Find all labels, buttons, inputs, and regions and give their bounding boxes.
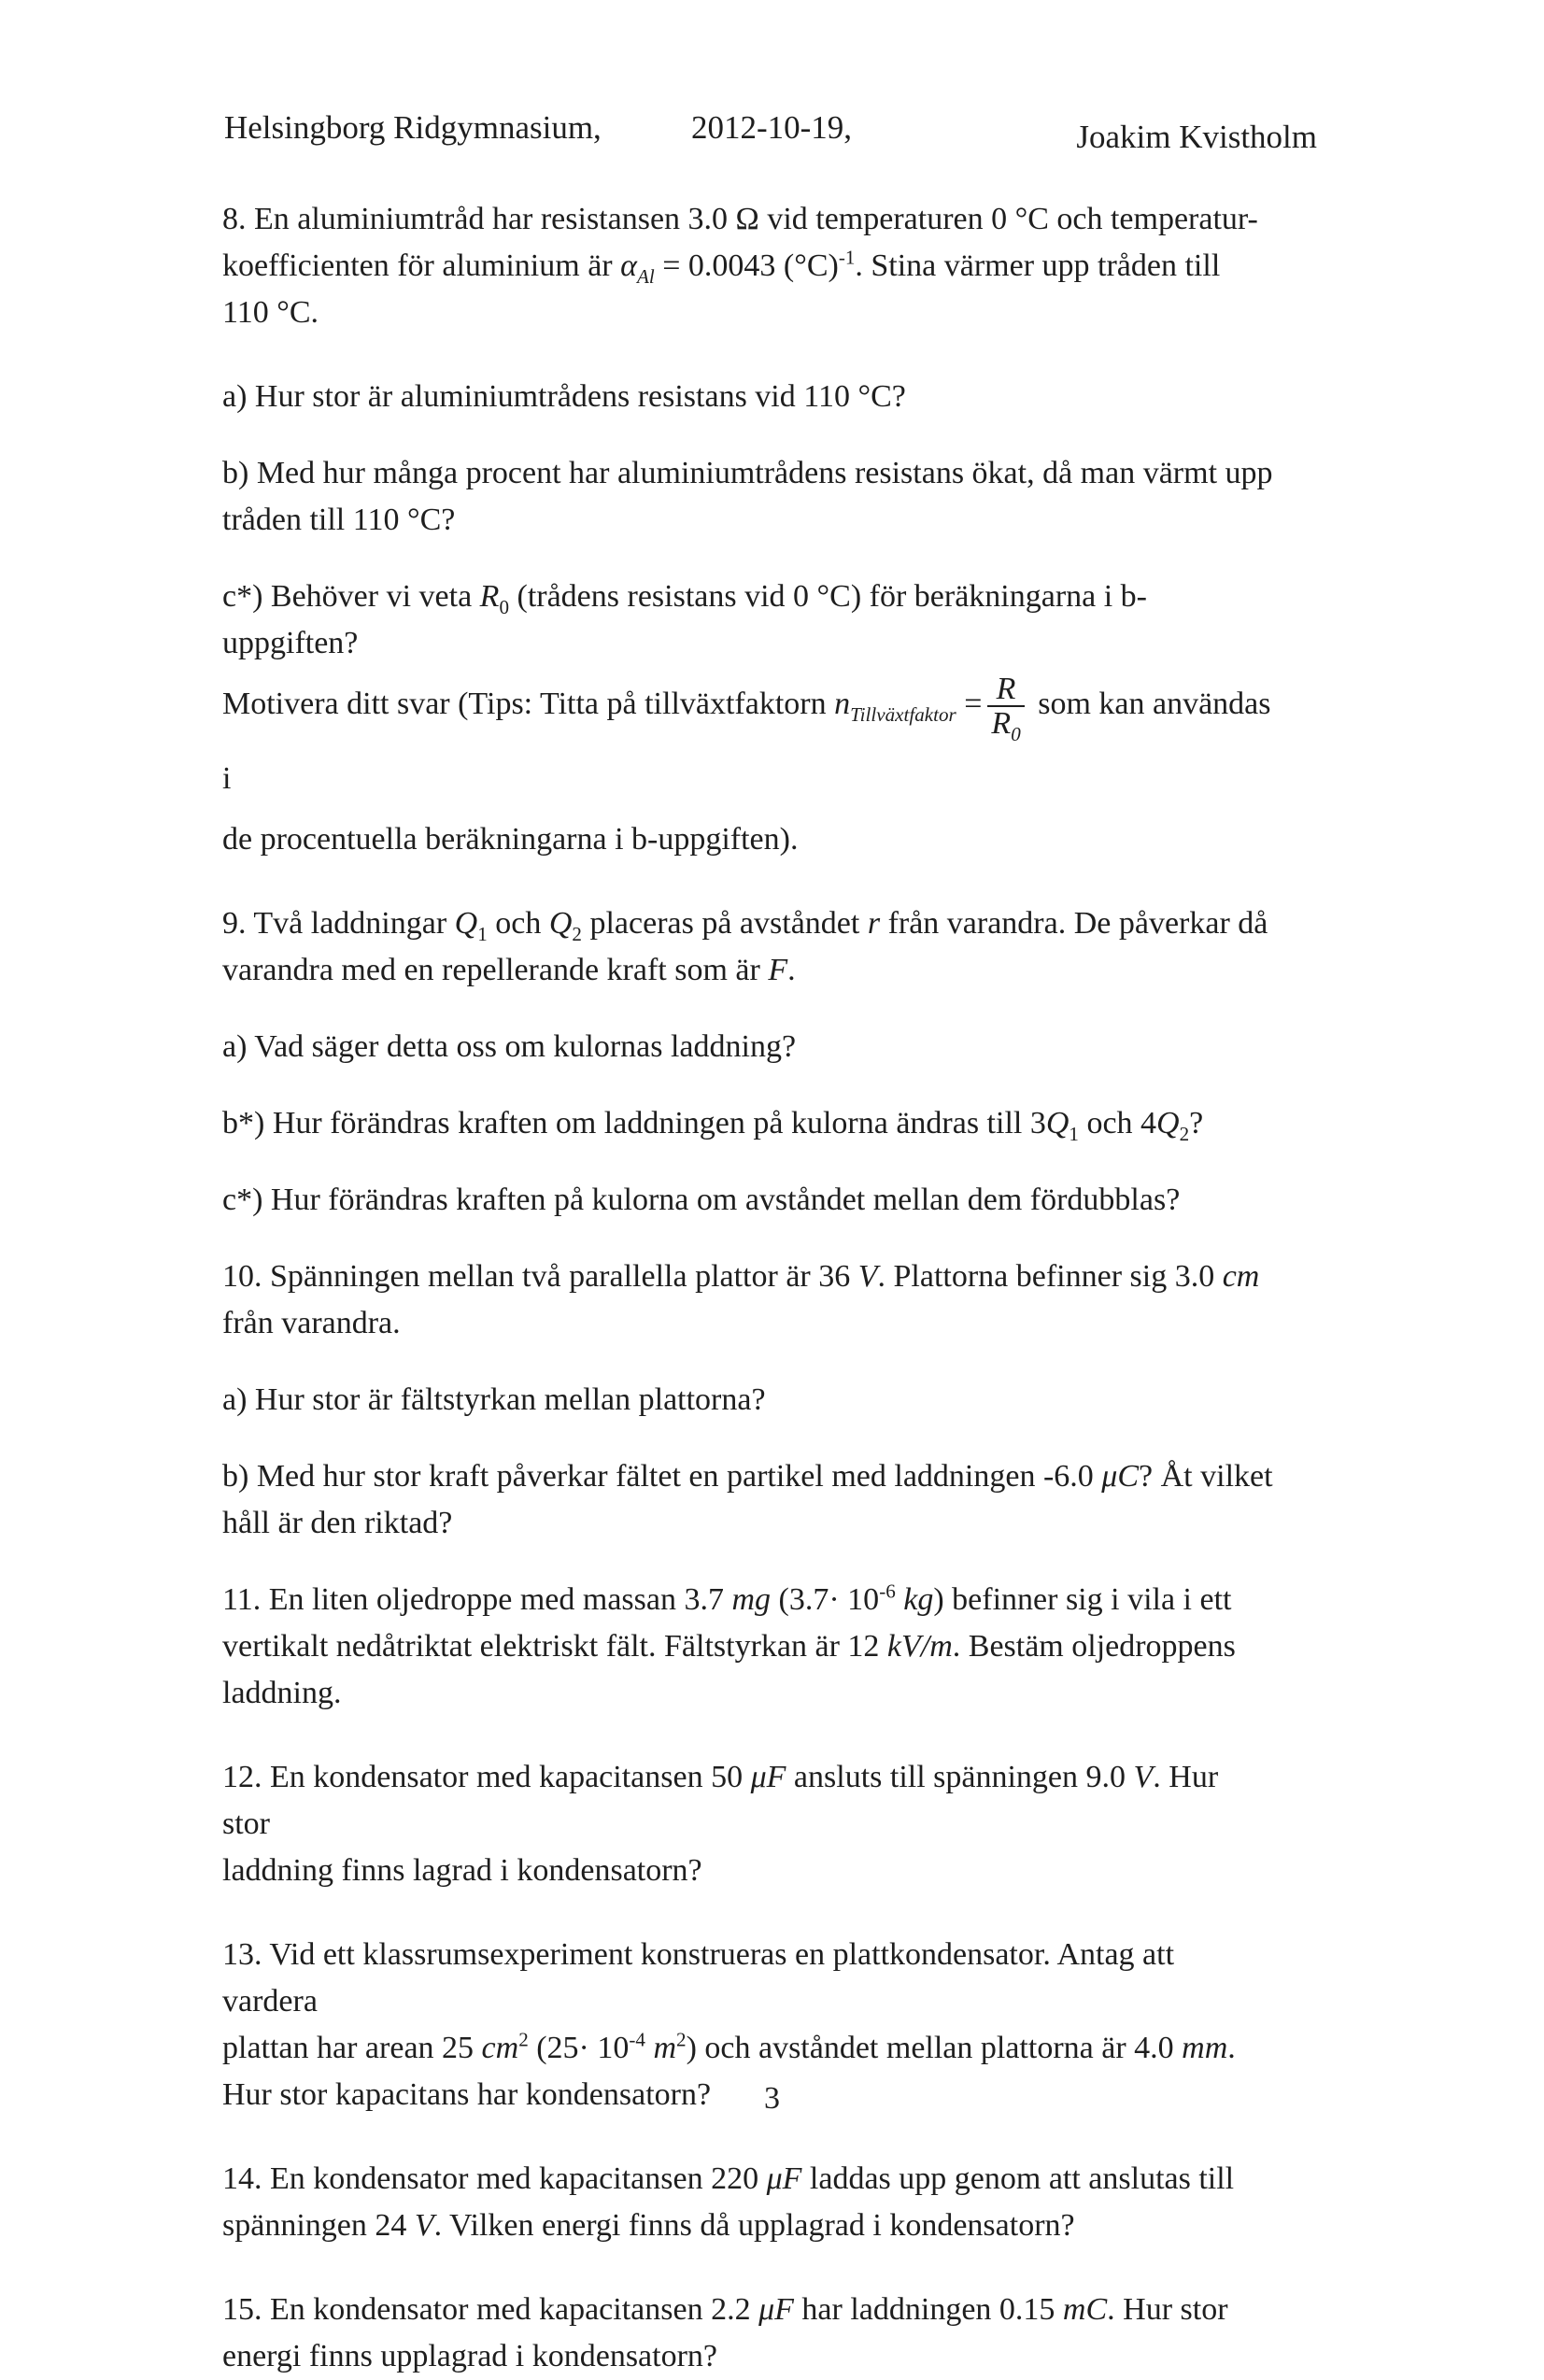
q8-part-c-line-3: de procentuella beräkningarna i b-uppgiften). xyxy=(222,822,799,857)
q8-part-a: a) Hur stor är aluminiumtrådens resistans vid 110 °C? xyxy=(222,379,906,414)
q9-part-c: c*) Hur förändras kraften på kulorna om avståndet mellan dem fördubblas? xyxy=(222,1183,1181,1217)
question-9 xyxy=(222,900,1273,1224)
q14-line-1: 14. En kondensator med kapacitansen 220 μF laddas upp genom att anslutas till xyxy=(222,2161,1235,2196)
question-12 xyxy=(222,1754,1273,1894)
q10-part-b-line-1: b) Med hur stor kraft påverkar fältet en partikel med laddningen -6.0 μC? Åt vilket xyxy=(222,1459,1273,1494)
question-8 xyxy=(222,196,1273,863)
q12-line-2: laddning finns lagrad i kondensatorn? xyxy=(222,1853,702,1888)
q8-intro-line-1: 8. En aluminiumtråd har resistansen 3.0 Ω vid temperaturen 0 °C och temperatur- xyxy=(222,202,1258,236)
q10-intro-line-1: 10. Spänningen mellan två parallella plattor är 36 V. Plattorna befinner sig 3.0 cm xyxy=(222,1259,1260,1294)
q10-part-a: a) Hur stor är fältstyrkan mellan plattorna? xyxy=(222,1382,766,1417)
question-14 xyxy=(222,2156,1273,2249)
q8-part-b-line-1: b) Med hur många procent har aluminiumtrådens resistans ökat, då man värmt upp xyxy=(222,456,1273,490)
q8-intro-line-2: koefficienten för aluminium är $\alpha_{Al} = 0.0043$ $(^\circ C)^{-1}$. Stina värmer upp tråden till xyxy=(222,246,1221,288)
q12-line-1: 12. En kondensator med kapacitansen 50 μF ansluts till spänningen 9.0 V. Hur stor xyxy=(222,1760,1219,1841)
q11-line-3: laddning. xyxy=(222,1676,342,1710)
question-15 xyxy=(222,2287,1273,2380)
q8-part-c-line-1: c*) Behöver vi veta $R_0$ (trådens resistans vid 0 °C) för beräkningarna i b-uppgiften? xyxy=(222,579,1148,660)
header-school: Helsingborg Ridgymnasium, xyxy=(224,109,602,146)
q9-intro-line-2: varandra med en repellerande kraft som är F. xyxy=(222,953,796,987)
page-number: 3 xyxy=(764,2081,780,2116)
q9-part-a: a) Vad säger detta oss om kulornas laddning? xyxy=(222,1029,797,1064)
page-header xyxy=(224,105,1317,155)
q15-line-1: 15. En kondensator med kapacitansen 2.2 μF har laddningen 0.15 mC. Hur stor xyxy=(222,2292,1228,2327)
growth-factor-fraction: $\frac{R}{R_0}$ xyxy=(987,673,1024,741)
q14-line-2: spänningen 24 V. Vilken energi finns då upplagrad i kondensatorn? xyxy=(222,2208,1075,2243)
q10-part-b-line-2: håll är den riktad? xyxy=(222,1506,453,1540)
q11-line-2: vertikalt nedåtriktat elektriskt fält. Fältstyrkan är 12 kV/m. Bestäm oljedroppens xyxy=(222,1629,1236,1664)
q8-part-c-line-2: Motivera ditt svar (Tips: Titta på tillväxtfaktorn $n_{Tillväxtfaktor}$ = $\frac{R}{R_0}$ som kan användas i xyxy=(222,671,1271,796)
header-date: 2012-10-19, xyxy=(691,109,853,146)
exercise-list xyxy=(222,196,1273,2380)
q9-part-b: b*) Hur förändras kraften om laddningen på kulorna ändras till $3Q_1$ och $4Q_2$? xyxy=(222,1106,1204,1145)
question-11 xyxy=(222,1577,1273,1717)
q15-line-2: energi finns upplagrad i kondensatorn? xyxy=(222,2339,718,2373)
q13-line-3: Hur stor kapacitans har kondensatorn? xyxy=(222,2077,712,2112)
q13-line-1: 13. Vid ett klassrumsexperiment konstrueras en plattkondensator. Antag att vardera xyxy=(222,1937,1175,2019)
header-author: Joakim Kvistholm xyxy=(1076,119,1317,155)
question-10 xyxy=(222,1254,1273,1547)
q13-line-2: plattan har arean 25 $cm^2$ ($25\cdot 10^{-4}$ $m^2$) och avståndet mellan plattorna är 4.0 mm. xyxy=(222,2028,1236,2065)
q9-intro-line-1: 9. Två laddningar $Q_1$ och $Q_2$ placeras på avståndet r från varandra. De påverkar då xyxy=(222,906,1268,945)
q11-line-1: 11. En liten oljedroppe med massan 3.7 mg ($3.7\cdot 10^{-6}$ kg) befinner sig i vila i ett xyxy=(222,1580,1232,1617)
q8-intro-line-3: 110 °C. xyxy=(222,295,319,330)
q10-intro-line-2: från varandra. xyxy=(222,1306,401,1340)
q8-part-b-line-2: tråden till 110 °C? xyxy=(222,503,456,537)
